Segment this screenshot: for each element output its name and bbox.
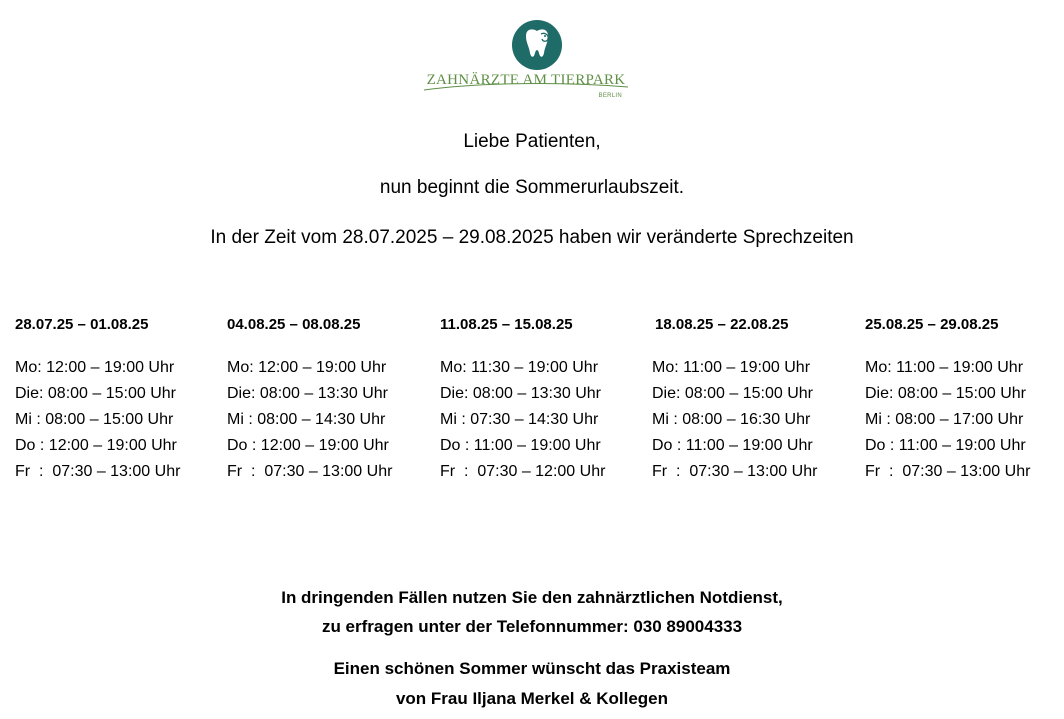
week-hours-list <box>865 355 1064 485</box>
hours-friday: Fr : 07:30 – 13:00 Uhr <box>15 463 181 480</box>
hours-tuesday: Die: 08:00 – 15:00 Uhr <box>15 385 176 402</box>
hours-tuesday: Die: 08:00 – 13:30 Uhr <box>440 385 601 402</box>
hours-friday: Fr : 07:30 – 13:00 Uhr <box>865 463 1031 480</box>
week-column-5 <box>865 316 1064 485</box>
period-notice: In der Zeit vom 28.07.2025 – 29.08.2025 haben wir veränderte Sprechzeiten <box>210 227 854 248</box>
week-column-2 <box>227 316 427 485</box>
week-range: 11.08.25 – 15.08.25 <box>440 316 573 333</box>
summer-greeting: Einen schönen Sommer wünscht das Praxisteam <box>333 659 731 678</box>
week-hours-list <box>652 355 852 485</box>
week-hours-list <box>227 355 427 485</box>
hours-tuesday: Die: 08:00 – 15:00 Uhr <box>652 385 813 402</box>
hours-monday: Mo: 12:00 – 19:00 Uhr <box>227 359 387 376</box>
hours-wednesday: Mi : 08:00 – 14:30 Uhr <box>227 411 386 428</box>
hours-wednesday: Mi : 08:00 – 16:30 Uhr <box>652 411 811 428</box>
hours-monday: Mo: 11:00 – 19:00 Uhr <box>865 359 1024 376</box>
hours-thursday: Do : 11:00 – 19:00 Uhr <box>440 437 601 454</box>
hours-thursday: Do : 11:00 – 19:00 Uhr <box>865 437 1026 454</box>
week-hours-list <box>15 355 215 485</box>
week-hours-list <box>440 355 640 485</box>
hours-tuesday: Die: 08:00 – 15:00 Uhr <box>865 385 1026 402</box>
emergency-phone: zu erfragen unter der Telefonnummer: 030 89004333 <box>321 617 743 636</box>
greeting: Liebe Patienten, <box>463 131 601 152</box>
week-range: 25.08.25 – 29.08.25 <box>865 316 999 333</box>
week-range: 28.07.25 – 01.08.25 <box>15 316 149 333</box>
emergency-notice: In dringenden Fällen nutzen Sie den zahnärztlichen Notdienst, <box>281 588 783 607</box>
hours-wednesday: Mi : 08:00 – 15:00 Uhr <box>15 411 174 428</box>
hours-tuesday: Die: 08:00 – 13:30 Uhr <box>227 385 388 402</box>
signature-line: von Frau Iljana Merkel & Kollegen <box>395 689 669 708</box>
week-range: 04.08.25 – 08.08.25 <box>227 316 361 333</box>
hours-monday: Mo: 11:30 – 19:00 Uhr <box>440 359 599 376</box>
intro-text: nun beginnt die Sommerurlaubszeit. <box>379 177 685 198</box>
hours-wednesday: Mi : 08:00 – 17:00 Uhr <box>865 411 1024 428</box>
hours-thursday: Do : 11:00 – 19:00 Uhr <box>652 437 813 454</box>
week-range: 18.08.25 – 22.08.25 <box>655 316 789 333</box>
hours-friday: Fr : 07:30 – 13:00 Uhr <box>227 463 393 480</box>
tooth-logo-icon <box>424 18 628 102</box>
hours-thursday: Do : 12:00 – 19:00 Uhr <box>227 437 389 454</box>
hours-wednesday: Mi : 07:30 – 14:30 Uhr <box>440 411 599 428</box>
practice-logo <box>424 18 628 102</box>
week-column-1 <box>15 316 215 485</box>
hours-friday: Fr : 07:30 – 12:00 Uhr <box>440 463 606 480</box>
hours-friday: Fr : 07:30 – 13:00 Uhr <box>652 463 818 480</box>
week-column-3 <box>440 316 640 485</box>
logo-practice-name: ZAHNÄRZTE AM TIERPARK <box>426 72 626 88</box>
hours-monday: Mo: 11:00 – 19:00 Uhr <box>652 359 811 376</box>
week-column-4 <box>652 316 852 485</box>
hours-thursday: Do : 12:00 – 19:00 Uhr <box>15 437 177 454</box>
hours-monday: Mo: 12:00 – 19:00 Uhr <box>15 359 175 376</box>
logo-city: BERLIN <box>598 93 622 99</box>
